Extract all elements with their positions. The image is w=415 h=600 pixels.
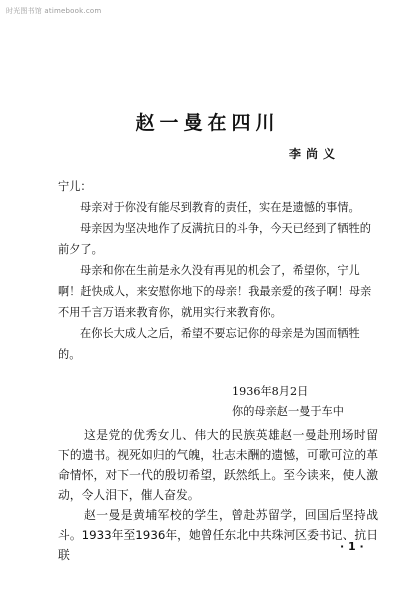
- letter-salutation: 宁儿：: [58, 180, 92, 193]
- letter-paragraph: 在你长大成人之后，希望不要忘记你的母亲是为国而牺牲的。: [58, 327, 360, 361]
- commentary-paragraph: 赵一曼是黄埔军校的学生，曾赴苏留学，回国后坚持战斗。1933年至1936年，她曾任东北中共珠河区委书记、抗日联: [58, 508, 378, 562]
- commentary-body: [58, 425, 378, 565]
- author-name: 李尚义: [289, 147, 341, 161]
- letter-signature: 你的母亲赵一曼于车中: [232, 405, 344, 418]
- commentary-paragraph: 这是党的优秀女儿、伟大的民族英雄赵一曼赴刑场时留下的遗书。视死如归的气魄，壮志未酬的遗憾，可歌可泣的革命情怀，对下一代的殷切希望，跃然纸上。至今读来，使人激动，令人泪下，催人奋发。: [58, 428, 378, 502]
- letter-paragraph: 母亲因为坚决地作了反满抗日的斗争，今天已经到了牺牲的前夕了。: [58, 222, 371, 256]
- chapter-title: 赵一曼在四川: [135, 112, 280, 134]
- letter-date: 1936年8月2日: [232, 385, 309, 398]
- watermark: 时光图书馆 atimebook.com: [6, 7, 102, 15]
- page-number: · 1 ·: [340, 540, 364, 553]
- letter-body: [58, 176, 376, 365]
- letter-paragraph: 母亲对于你没有能尽到教育的责任，实在是遗憾的事情。: [80, 201, 360, 214]
- letter-paragraph: 母亲和你在生前是永久没有再见的机会了，希望你，宁儿啊！赶快成人，来安慰你地下的母亲！我最亲爱的孩子啊！母亲不用千言万语来教育你，就用实行来教育你。: [58, 264, 372, 319]
